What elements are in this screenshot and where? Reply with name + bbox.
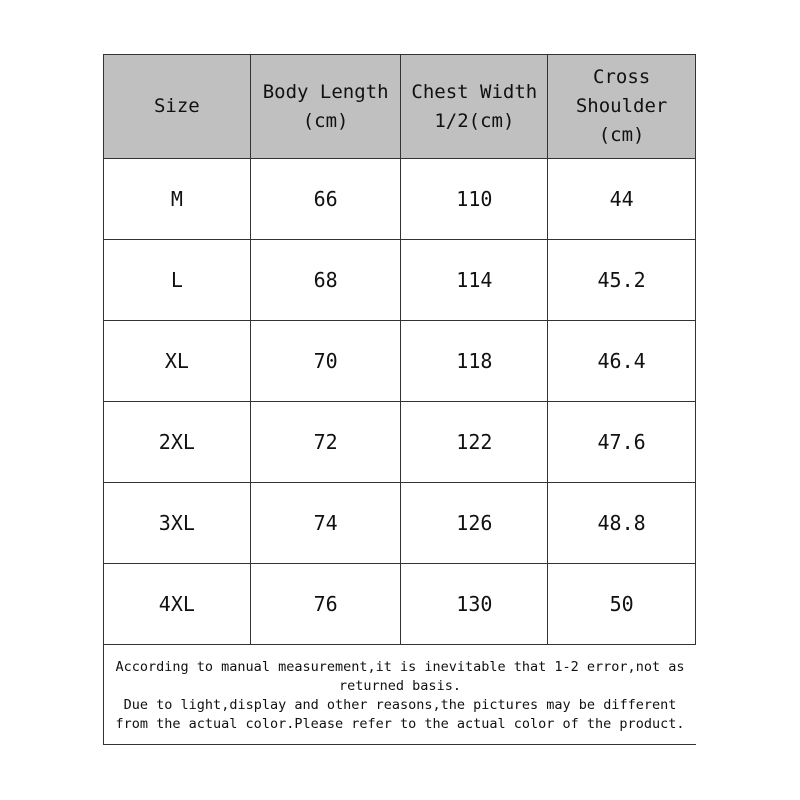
header-chest-width-unit: 1/2(cm): [434, 109, 515, 132]
cell-chest-width: 130: [401, 564, 548, 645]
cell-cross-shoulder: 45.2: [548, 240, 696, 321]
header-cross-shoulder-unit: (cm): [598, 124, 645, 146]
table-row: [104, 402, 696, 483]
cell-chest-width: 126: [401, 483, 548, 564]
cell-body-length: 76: [250, 564, 401, 645]
cell-chest-width: 110: [401, 159, 548, 240]
header-chest-width: [401, 55, 548, 159]
header-chest-width-line: Chest Width: [411, 80, 538, 103]
table-row: [104, 564, 696, 645]
cell-cross-shoulder: 48.8: [548, 483, 696, 564]
header-body-length: [250, 55, 401, 159]
table-row: [104, 240, 696, 321]
header-cross-shoulder-line2: Shoulder: [575, 95, 668, 117]
cell-body-length: 72: [250, 402, 401, 483]
cell-chest-width: 122: [401, 402, 548, 483]
cell-body-length: 74: [250, 483, 401, 564]
header-body-length-line: Body Length: [262, 80, 389, 103]
cell-size: XL: [104, 321, 251, 402]
header-size-line: Size: [153, 95, 200, 117]
cell-size: L: [104, 240, 251, 321]
cell-size: 2XL: [104, 402, 251, 483]
header-size: [104, 55, 251, 159]
header-body-length-unit: (cm): [302, 109, 349, 132]
cell-chest-width: 114: [401, 240, 548, 321]
cell-size: 3XL: [104, 483, 251, 564]
size-chart-table: [103, 54, 696, 645]
cell-body-length: 68: [250, 240, 401, 321]
table-row: [104, 321, 696, 402]
note-color-difference: Due to light,display and other reasons,the pictures may be different from the actual color.Please refer to the actual color of the product.: [115, 697, 685, 732]
header-cross-shoulder-line1: Cross: [593, 66, 651, 88]
cell-cross-shoulder: 47.6: [548, 402, 696, 483]
cell-chest-width: 118: [401, 321, 548, 402]
cell-cross-shoulder: 46.4: [548, 321, 696, 402]
table-row: [104, 483, 696, 564]
measurement-notes: [103, 645, 696, 745]
cell-size: M: [104, 159, 251, 240]
cell-body-length: 66: [250, 159, 401, 240]
table-row: [104, 159, 696, 240]
header-cross-shoulder: [548, 55, 696, 159]
cell-body-length: 70: [250, 321, 401, 402]
cell-cross-shoulder: 50: [548, 564, 696, 645]
note-measurement-error: According to manual measurement,it is inevitable that 1-2 error,not as returned basis.: [115, 659, 685, 694]
cell-size: 4XL: [104, 564, 251, 645]
header-row: [104, 55, 696, 159]
cell-cross-shoulder: 44: [548, 159, 696, 240]
